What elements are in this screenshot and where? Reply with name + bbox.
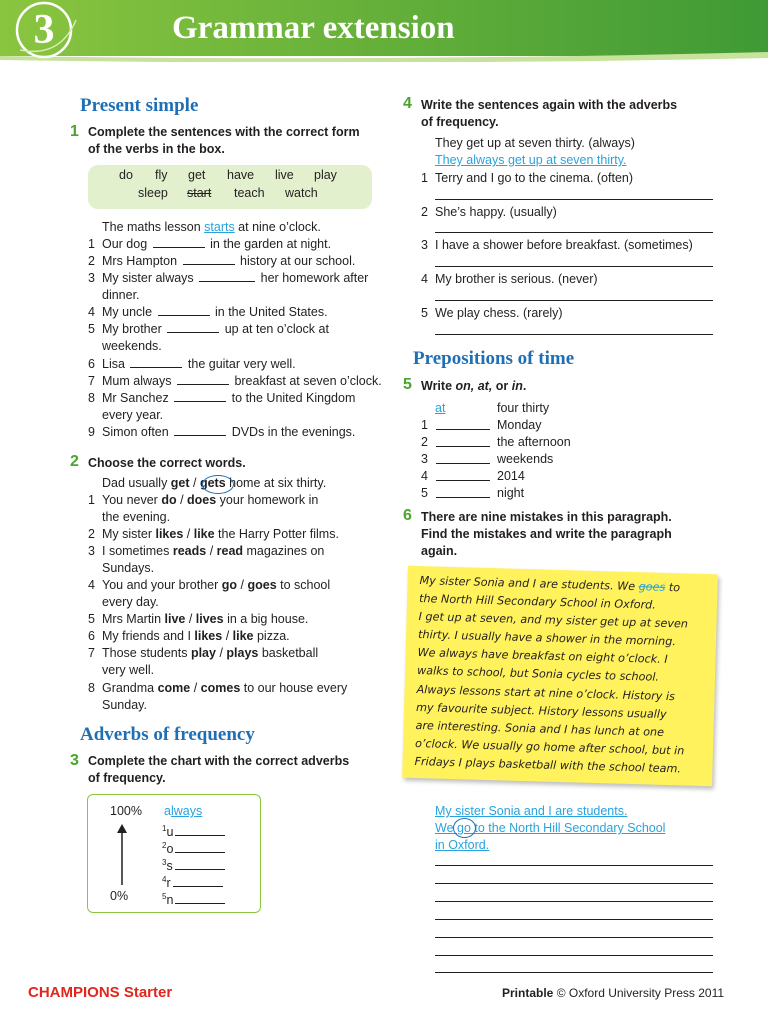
list-item: 2014	[497, 469, 525, 483]
item-number: 9	[88, 425, 95, 439]
option-b[interactable]: lives	[195, 612, 224, 626]
exercise-2-number: 2	[70, 453, 79, 470]
exercise-6-number: 6	[403, 507, 412, 524]
word-live: live	[275, 168, 294, 182]
list-item-continuation: very well.	[102, 663, 155, 677]
list-item-continuation: weekends.	[102, 339, 162, 353]
exercise-4-example: They get up at seven thirty. (always)	[435, 136, 635, 150]
section-title-present-simple: Present simple	[80, 95, 199, 116]
writing-line[interactable]	[435, 955, 713, 956]
option-a[interactable]: likes	[155, 527, 184, 541]
list-item: My brother up at ten o’clock at	[102, 322, 329, 336]
option-b[interactable]: read	[216, 544, 244, 558]
list-item: Mrs Martin live / lives in a big house.	[102, 612, 309, 626]
exercise-5-example-answer: at	[435, 401, 446, 415]
verb-word-box	[88, 165, 372, 209]
exercise-1-example: The maths lesson starts at nine o’clock.	[102, 220, 321, 234]
exercise-6-answer-line-3: in Oxford.	[435, 838, 490, 852]
chart-item-2: $^2$o	[162, 837, 227, 858]
option-b[interactable]: plays	[226, 646, 259, 660]
answer-blank[interactable]	[167, 321, 219, 333]
answer-blank[interactable]	[436, 497, 490, 498]
option-b[interactable]: like	[232, 629, 254, 643]
list-item: Grandma come / comes to our house every	[102, 681, 348, 695]
answer-blank[interactable]	[175, 841, 225, 853]
item-number: 6	[88, 357, 95, 371]
list-item: My uncle in the United States.	[102, 305, 328, 319]
option-a[interactable]: come	[157, 681, 191, 695]
writing-line[interactable]	[435, 937, 713, 938]
option-a[interactable]: go	[221, 578, 238, 592]
answer-blank[interactable]	[436, 480, 490, 481]
item-number: 5	[88, 612, 95, 626]
list-item: weekends	[497, 452, 554, 466]
word-have: have	[227, 168, 255, 182]
chart-top-label: 100%	[110, 804, 142, 818]
option-a[interactable]: do	[161, 493, 177, 507]
list-item: My sister likes / like the Harry Potter films.	[102, 527, 339, 541]
word-do: do	[119, 168, 133, 182]
answer-line[interactable]	[435, 334, 713, 335]
answer-line[interactable]	[435, 300, 713, 301]
writing-line[interactable]	[435, 972, 713, 973]
option-a[interactable]: play	[190, 646, 216, 660]
answer-blank[interactable]	[130, 356, 182, 368]
item-number: 3	[88, 544, 95, 558]
list-item: the afternoon	[497, 435, 571, 449]
list-item: My sister always her homework after	[102, 271, 369, 285]
unit-number: 3	[33, 7, 55, 53]
list-item: She’s happy. (usually)	[435, 205, 557, 219]
item-number: 4	[88, 305, 95, 319]
list-item: You and your brother go / goes to school	[102, 578, 331, 592]
option-b[interactable]: does	[187, 493, 217, 507]
word-sleep: sleep	[138, 186, 168, 200]
frequency-arrow-icon	[116, 823, 128, 887]
item-number: 1	[88, 237, 95, 251]
page-title: Grammar extension	[172, 10, 455, 46]
list-item-continuation: every year.	[102, 408, 164, 422]
footer-copyright: Printable © Oxford University Press 2011	[502, 986, 725, 1000]
list-item: You never do / does your homework in	[102, 493, 319, 507]
exercise-4-example-answer: They always get up at seven thirty.	[435, 153, 627, 167]
answer-line[interactable]	[435, 199, 713, 200]
list-item-continuation: dinner.	[102, 288, 140, 302]
sticky-note-paragraph	[402, 566, 718, 787]
answer-blank[interactable]	[175, 824, 225, 836]
answer-blank[interactable]	[175, 858, 225, 870]
answer-line[interactable]	[435, 266, 713, 267]
item-number: 1	[421, 418, 428, 432]
item-number: 6	[88, 629, 95, 643]
chart-bottom-label: 0%	[110, 889, 129, 903]
item-number: 1	[88, 493, 95, 507]
list-item: We play chess. (rarely)	[435, 306, 563, 320]
item-number: 2	[88, 527, 95, 541]
section-title-adverbs: Adverbs of frequency	[80, 724, 255, 745]
exercise-6-instruction: There are nine mistakes in this paragraph. Find the mistakes and write the paragraph again.	[421, 510, 672, 558]
exercise-5-number: 5	[403, 376, 412, 393]
writing-line[interactable]	[435, 919, 713, 920]
chart-item-5: $^5$n	[162, 888, 227, 909]
item-number: 2	[88, 254, 95, 268]
word-get: get	[188, 168, 206, 182]
option-b[interactable]: goes	[247, 578, 277, 592]
exercise-1-instruction: Complete the sentences with the correct form of the verbs in the box.	[88, 125, 360, 156]
list-item: Terry and I go to the cinema. (often)	[435, 171, 634, 185]
word-teach: teach	[234, 186, 265, 200]
chart-item-1: $^1$u	[162, 820, 227, 841]
item-number: 8	[88, 681, 95, 695]
option-b[interactable]: like	[193, 527, 215, 541]
writing-line[interactable]	[435, 883, 713, 884]
item-number: 4	[421, 272, 428, 286]
chart-item-4: $^4$r	[162, 871, 225, 892]
exercise-3-number: 3	[70, 752, 79, 769]
list-item-continuation: Sundays.	[102, 561, 155, 575]
option-a[interactable]: live	[164, 612, 186, 626]
list-item: Those students play / plays basketball	[102, 646, 319, 660]
list-item: Our dog in the garden at night.	[102, 237, 332, 251]
exercise-5-example-text: four thirty	[497, 401, 550, 415]
note-paragraph-text: My sister Sonia and I are students. We goes to the North Hill Secondary School in Oxford. I get up at seven, and my sister get up at seven thirty. I usually have a shower in the morning. We always have breakfast on eight o’clock. I walks to school, but Sonia cycles to school. Always lessons start at nine o’clock. History is my favourite subject. History lessons usually are interesting. Sonia and I has lunch at one o’clock. We usually go home after school, but in Fridays I plays basketball with the school team.	[414, 574, 689, 776]
answer-blank[interactable]	[436, 446, 490, 447]
item-number: 3	[421, 452, 428, 466]
item-number: 3	[88, 271, 95, 285]
item-number: 7	[88, 646, 95, 660]
list-item: My friends and I likes / like pizza.	[102, 629, 290, 643]
option-a[interactable]: likes	[194, 629, 223, 643]
list-item: Lisa the guitar very well.	[102, 357, 296, 371]
answer-blank[interactable]	[174, 390, 226, 402]
item-number: 4	[421, 469, 428, 483]
word-fly: fly	[155, 168, 168, 182]
item-number: 2	[421, 205, 428, 219]
footer-brand: CHAMPIONS Starter	[28, 984, 173, 1001]
list-item: Mrs Hampton history at our school.	[102, 254, 356, 268]
list-item: Simon often DVDs in the evenings.	[102, 425, 356, 439]
writing-line[interactable]	[435, 901, 713, 902]
exercise-5-instruction: Write on, at, or in.	[421, 379, 527, 393]
list-item: Mr Sanchez to the United Kingdom	[102, 391, 356, 405]
item-number: 1	[421, 171, 428, 185]
exercise-6-answer-line-2: We go to the North Hill Secondary School	[435, 821, 666, 835]
answer-blank[interactable]	[175, 892, 225, 904]
exercise-2-example: Dad usually get / gets home at six thirty.	[102, 476, 327, 490]
answer-blank[interactable]	[173, 875, 223, 887]
item-number: 2	[421, 435, 428, 449]
exercise-4-instruction: Write the sentences again with the adverbs of frequency.	[421, 98, 678, 129]
list-item-continuation: every day.	[102, 595, 159, 609]
answer-blank[interactable]	[436, 463, 490, 464]
list-item: night	[497, 486, 525, 500]
option-a[interactable]: reads	[172, 544, 207, 558]
exercise-3-instruction: Complete the chart with the correct adverbs of frequency.	[88, 754, 350, 785]
item-number: 7	[88, 374, 95, 388]
answer-blank[interactable]	[183, 253, 235, 265]
answer-blank[interactable]	[153, 236, 205, 248]
word-watch: watch	[285, 186, 318, 200]
item-number: 8	[88, 391, 95, 405]
exercise-2-instruction: Choose the correct words.	[88, 456, 246, 470]
item-number: 5	[421, 486, 428, 500]
exercise-1-number: 1	[70, 123, 79, 140]
word-start-crossed: start	[187, 186, 212, 200]
answer-blank[interactable]	[177, 373, 229, 385]
list-item: I sometimes reads / read magazines on	[102, 544, 325, 558]
item-number: 5	[88, 322, 95, 336]
word-play: play	[314, 168, 337, 182]
writing-line[interactable]	[435, 865, 713, 866]
option-b[interactable]: comes	[200, 681, 241, 695]
answer-blank[interactable]	[174, 424, 226, 436]
frequency-chart	[87, 794, 261, 913]
item-number: 5	[421, 306, 428, 320]
chart-example: always	[164, 804, 203, 818]
answer-line[interactable]	[435, 232, 713, 233]
item-number: 4	[88, 578, 95, 592]
answer-blank[interactable]	[436, 429, 490, 430]
list-item: Mum always breakfast at seven o’clock.	[102, 374, 382, 388]
exercise-4-number: 4	[403, 95, 412, 112]
list-item: I have a shower before breakfast. (sometimes)	[435, 238, 693, 252]
page-header	[0, 0, 768, 62]
list-item-continuation: Sunday.	[102, 698, 147, 712]
exercise-6-answer-line-1: My sister Sonia and I are students.	[435, 804, 628, 818]
answer-blank[interactable]	[158, 304, 210, 316]
section-title-prepositions: Prepositions of time	[413, 348, 575, 369]
list-item: My brother is serious. (never)	[435, 272, 598, 286]
answer-correction-circle	[453, 818, 476, 838]
answer-blank[interactable]	[199, 270, 255, 282]
chart-item-3: $^3$s	[162, 854, 227, 875]
item-number: 3	[421, 238, 428, 252]
list-item-continuation: the evening.	[102, 510, 171, 524]
list-item: Monday	[497, 418, 542, 432]
